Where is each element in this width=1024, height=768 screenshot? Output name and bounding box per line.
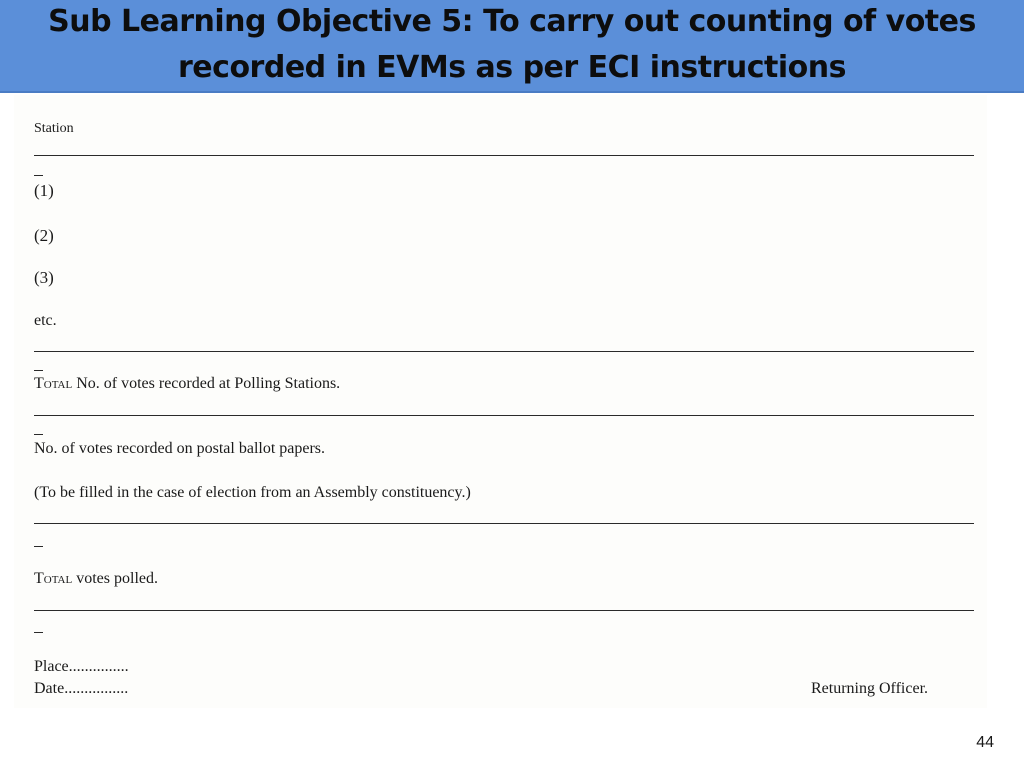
- station-label: Station: [34, 121, 74, 136]
- slide-title: [48, 0, 976, 91]
- divider-rule: [34, 351, 974, 352]
- divider-tail: [34, 632, 43, 633]
- total-polled-text: votes polled.: [72, 570, 158, 587]
- divider-tail: [34, 434, 43, 435]
- title-line-2: recorded in EVMs as per ECI instructions: [178, 49, 846, 85]
- place-field: Place...............: [34, 658, 129, 675]
- form-scan: [14, 95, 987, 708]
- item-2: (2): [34, 226, 54, 245]
- total-prefix: Total: [34, 570, 73, 587]
- title-line-1: Sub Learning Objective 5: To carry out counting of votes: [48, 3, 976, 39]
- page-number: 44: [976, 734, 994, 751]
- total-polling-text: No. of votes recorded at Polling Stations.: [72, 375, 341, 392]
- item-1: (1): [34, 181, 54, 200]
- total-votes-polled-label: [34, 570, 158, 588]
- returning-officer-label: Returning Officer.: [811, 680, 929, 697]
- divider-tail: [34, 175, 43, 176]
- assembly-note: (To be filled in the case of election from an Assembly constituency.): [34, 484, 471, 501]
- postal-ballot-label: No. of votes recorded on postal ballot papers.: [34, 440, 326, 457]
- total-polling-stations-label: [34, 375, 340, 393]
- title-bar: [0, 0, 1024, 93]
- divider-rule: [34, 155, 974, 156]
- divider-tail: [34, 370, 43, 371]
- divider-rule: [34, 415, 974, 416]
- item-3: (3): [34, 268, 54, 287]
- etc-label: etc.: [34, 312, 57, 329]
- total-prefix: Total: [34, 375, 73, 392]
- divider-tail: [34, 546, 43, 547]
- date-field: Date................: [34, 680, 129, 697]
- divider-rule: [34, 523, 974, 524]
- divider-rule: [34, 610, 974, 611]
